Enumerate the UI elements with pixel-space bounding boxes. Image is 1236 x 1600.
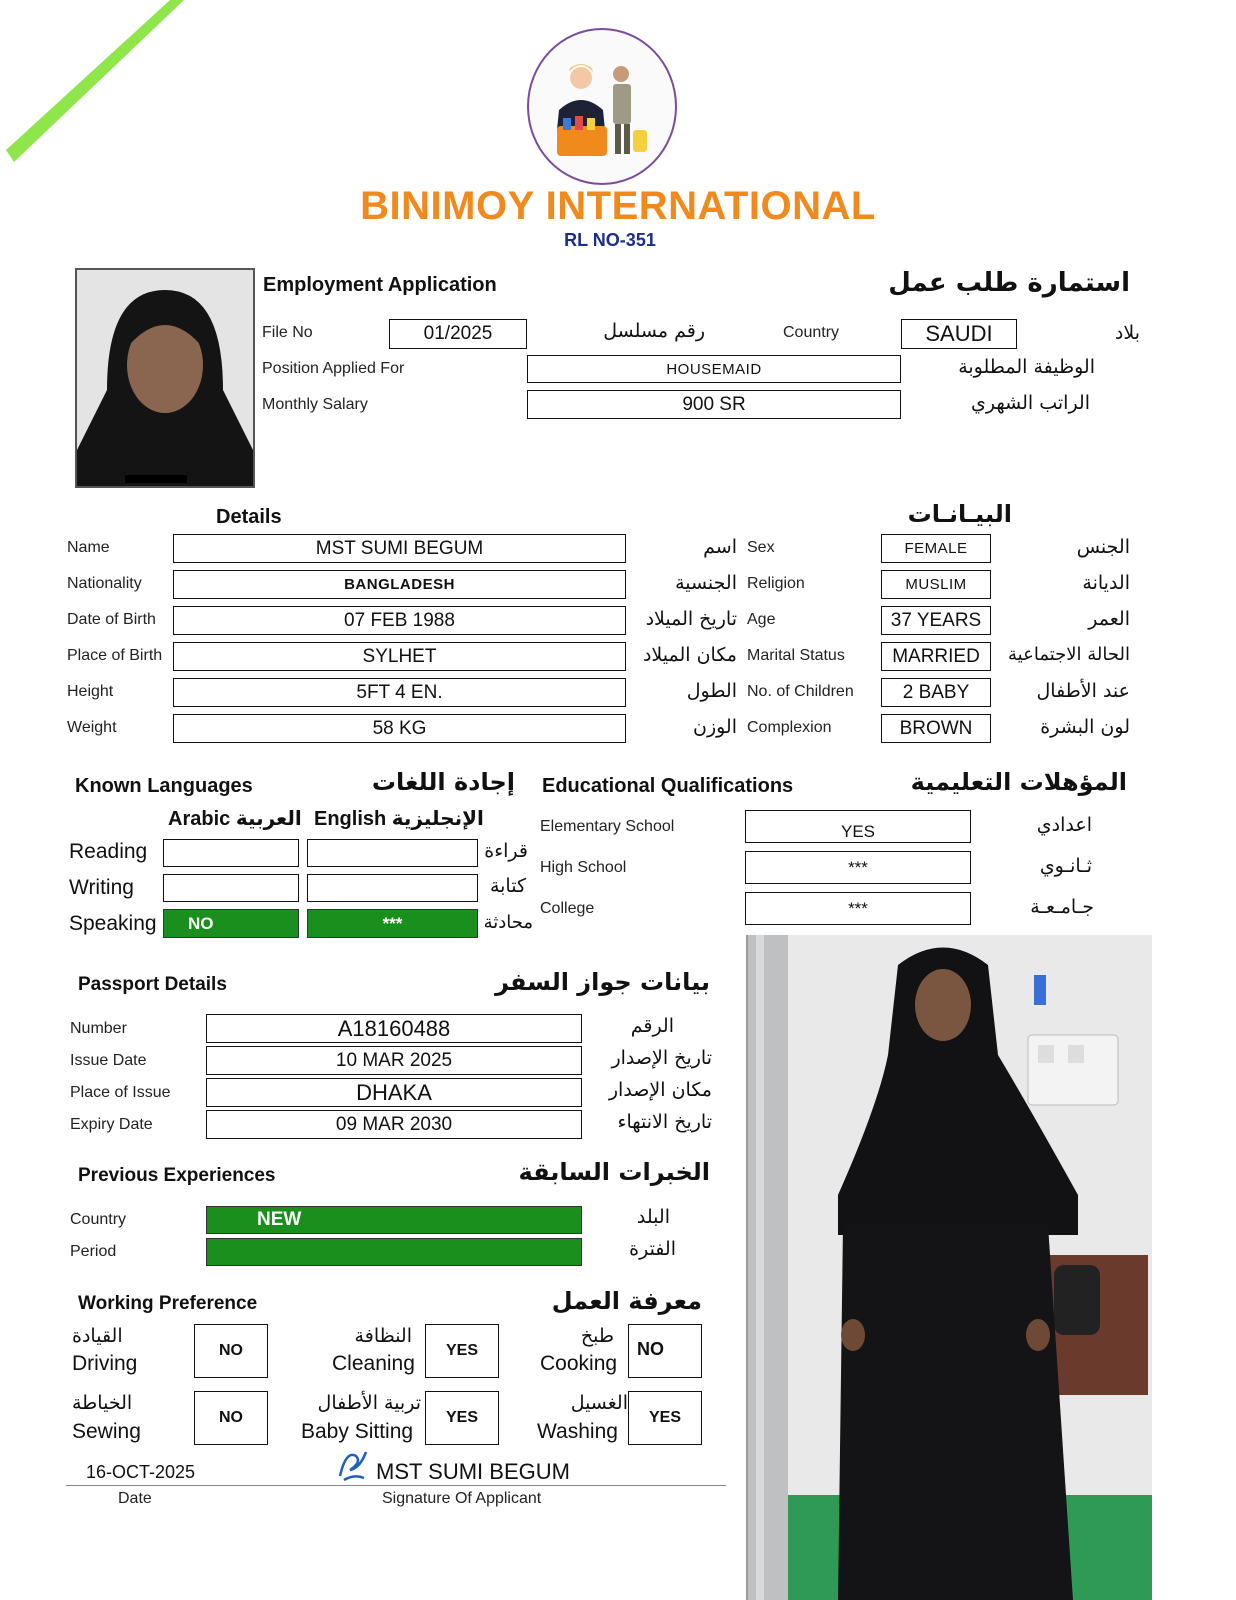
children-field[interactable]: 2 BABY — [881, 678, 991, 707]
cooking-value[interactable]: NO — [628, 1324, 702, 1378]
company-logo — [527, 28, 677, 185]
complexion-label: Complexion — [747, 719, 832, 736]
writing-english[interactable] — [307, 874, 478, 902]
age-ar: العمر — [1088, 608, 1130, 630]
work-heading-ar: معرفة العمل — [551, 1287, 702, 1315]
education-heading-ar: المؤهلات التعليمية — [910, 768, 1127, 796]
passport-number-ar: الرقم — [630, 1015, 674, 1037]
position-field[interactable]: HOUSEMAID — [527, 355, 901, 383]
washing-value[interactable]: YES — [628, 1391, 702, 1445]
reading-english[interactable] — [307, 839, 478, 867]
languages-heading-ar: إجادة اللغات — [371, 768, 515, 796]
weight-ar: الوزن — [692, 716, 737, 738]
file-no-field[interactable]: 01/2025 — [389, 319, 527, 349]
sewing-value[interactable]: NO — [194, 1391, 268, 1445]
form-title-ar: استمارة طلب عمل — [888, 268, 1130, 298]
college-ar: جـامـعـة — [1030, 896, 1094, 918]
place-issue-label: Place of Issue — [70, 1084, 171, 1101]
file-no-ar: رقم مسلسل — [603, 320, 705, 342]
reading-label: Reading — [69, 840, 148, 863]
expiry-date-label: Expiry Date — [70, 1116, 153, 1133]
lang-col-arabic: Arabic العربية — [168, 808, 302, 830]
height-ar: الطول — [686, 680, 737, 702]
washing-label: Washing — [537, 1420, 618, 1443]
driving-ar: القيادة — [72, 1325, 123, 1347]
work-heading: Working Preference — [78, 1293, 258, 1314]
file-no-label: File No — [262, 324, 313, 341]
babysitting-label: Baby Sitting — [301, 1420, 414, 1443]
name-field[interactable]: MST SUMI BEGUM — [173, 534, 626, 563]
driving-label: Driving — [72, 1352, 138, 1375]
sex-field[interactable]: FEMALE — [881, 534, 991, 563]
cleaning-ar: النظافة — [354, 1325, 412, 1347]
details-heading-ar: البيـانـات — [907, 500, 1012, 528]
country-ar: بلاد — [1114, 322, 1140, 344]
signature-value: MST SUMI BEGUM — [376, 1459, 570, 1484]
signature-label: Signature Of Applicant — [382, 1490, 542, 1507]
speaking-arabic[interactable]: NO — [163, 909, 299, 938]
exp-period-ar: الفترة — [629, 1238, 676, 1260]
applicant-passport-photo — [75, 268, 255, 488]
issue-date-ar: تاريخ الإصدار — [611, 1047, 712, 1069]
pob-field[interactable]: SYLHET — [173, 642, 626, 671]
highschool-ar: ثـانـوي — [1039, 855, 1092, 877]
corner-stripe — [0, 0, 200, 170]
footer-divider — [66, 1485, 726, 1486]
passport-heading: Passport Details — [78, 974, 227, 995]
highschool-label: High School — [540, 859, 627, 876]
company-name: BINIMOY INTERNATIONAL — [360, 184, 876, 228]
cooking-ar: طبخ — [580, 1325, 614, 1347]
religion-label: Religion — [747, 575, 805, 592]
date-label: Date — [118, 1490, 152, 1507]
salary-label: Monthly Salary — [262, 396, 368, 413]
children-label: No. of Children — [747, 683, 854, 700]
height-label: Height — [67, 683, 114, 700]
position-label: Position Applied For — [262, 360, 405, 377]
elementary-ar: اعدادي — [1036, 814, 1092, 836]
age-field[interactable]: 37 YEARS — [881, 606, 991, 635]
marital-ar: الحالة الاجتماعية — [1008, 644, 1130, 665]
expiry-date-ar: تاريخ الانتهاء — [617, 1111, 712, 1133]
passport-number-field[interactable]: A18160488 — [206, 1014, 582, 1043]
weight-field[interactable]: 58 KG — [173, 714, 626, 743]
country-label: Country — [783, 324, 840, 341]
sex-ar: الجنس — [1076, 536, 1130, 558]
marital-label: Marital Status — [747, 647, 845, 664]
height-field[interactable]: 5FT 4 EN. — [173, 678, 626, 707]
issue-date-label: Issue Date — [70, 1052, 147, 1069]
exp-country-ar: البلد — [636, 1206, 670, 1228]
dob-label: Date of Birth — [67, 611, 156, 628]
highschool-field[interactable]: *** — [745, 851, 971, 884]
pob-ar: مكان الميلاد — [642, 644, 737, 666]
elementary-field[interactable]: YES — [745, 810, 971, 843]
passport-heading-ar: بيانات جواز السفر — [495, 968, 710, 996]
form-title-en: Employment Application — [263, 274, 497, 296]
experience-heading: Previous Experiences — [78, 1165, 276, 1186]
applicant-full-body-photo — [746, 935, 1152, 1600]
place-issue-ar: مكان الإصدار — [608, 1079, 712, 1101]
name-ar: اسم — [703, 536, 737, 558]
exp-period-label: Period — [70, 1243, 117, 1260]
position-ar: الوظيفة المطلوبة — [958, 356, 1095, 378]
signature-scribble-icon — [336, 1446, 370, 1482]
passport-number-label: Number — [70, 1020, 127, 1037]
writing-arabic[interactable] — [163, 874, 299, 902]
reading-ar: قراءة — [484, 840, 528, 862]
dob-field[interactable]: 07 FEB 1988 — [173, 606, 626, 635]
complexion-ar: لون البشرة — [1040, 716, 1130, 738]
religion-ar: الديانة — [1082, 572, 1130, 594]
sex-label: Sex — [747, 539, 775, 556]
speaking-ar: محادثة — [483, 912, 533, 933]
nationality-field[interactable]: BANGLADESH — [173, 570, 626, 599]
cleaning-value[interactable]: YES — [425, 1324, 499, 1378]
nationality-label: Nationality — [67, 575, 142, 592]
expiry-date-field[interactable]: 09 MAR 2030 — [206, 1110, 582, 1139]
name-label: Name — [67, 539, 110, 556]
exp-country-field[interactable]: NEW — [206, 1206, 582, 1234]
cleaning-label: Cleaning — [332, 1352, 415, 1375]
pob-label: Place of Birth — [67, 647, 163, 664]
salary-field[interactable]: 900 SR — [527, 390, 901, 419]
weight-label: Weight — [67, 719, 117, 736]
elementary-label: Elementary School — [540, 818, 675, 835]
salary-ar: الراتب الشهري — [971, 392, 1090, 414]
details-heading: Details — [216, 506, 282, 528]
nationality-ar: الجنسية — [675, 572, 737, 594]
cooking-label: Cooking — [540, 1352, 618, 1375]
children-ar: عند الأطفال — [1036, 680, 1130, 702]
reading-arabic[interactable] — [163, 839, 299, 867]
college-label: College — [540, 900, 595, 917]
complexion-field[interactable]: BROWN — [881, 714, 991, 743]
college-field[interactable]: *** — [745, 892, 971, 925]
dob-ar: تاريخ الميلاد — [645, 608, 737, 630]
driving-value[interactable]: NO — [194, 1324, 268, 1378]
languages-heading: Known Languages — [75, 775, 253, 797]
speaking-label: Speaking — [69, 912, 157, 935]
babysitting-value[interactable]: YES — [425, 1391, 499, 1445]
marital-field[interactable]: MARRIED — [881, 642, 991, 671]
exp-period-field[interactable] — [206, 1238, 582, 1266]
date-value: 16-OCT-2025 — [86, 1462, 196, 1482]
sewing-label: Sewing — [72, 1420, 141, 1443]
writing-ar: كتابة — [489, 875, 526, 897]
sewing-ar: الخياطة — [72, 1392, 133, 1414]
lang-col-english: English الإنجليزية — [314, 808, 484, 830]
place-issue-field[interactable]: DHAKA — [206, 1078, 582, 1107]
writing-label: Writing — [69, 876, 134, 899]
experience-heading-ar: الخبرات السابقة — [518, 1158, 710, 1186]
babysitting-ar: تربية الأطفال — [317, 1392, 421, 1414]
religion-field[interactable]: MUSLIM — [881, 570, 991, 599]
age-label: Age — [747, 611, 776, 628]
washing-ar: الغسيل — [570, 1392, 628, 1414]
exp-country-label: Country — [70, 1211, 127, 1228]
issue-date-field[interactable]: 10 MAR 2025 — [206, 1046, 582, 1075]
education-heading: Educational Qualifications — [542, 775, 794, 797]
country-field[interactable]: SAUDI — [901, 319, 1017, 349]
license-number: RL NO-351 — [564, 230, 656, 250]
speaking-english[interactable]: *** — [307, 909, 478, 938]
